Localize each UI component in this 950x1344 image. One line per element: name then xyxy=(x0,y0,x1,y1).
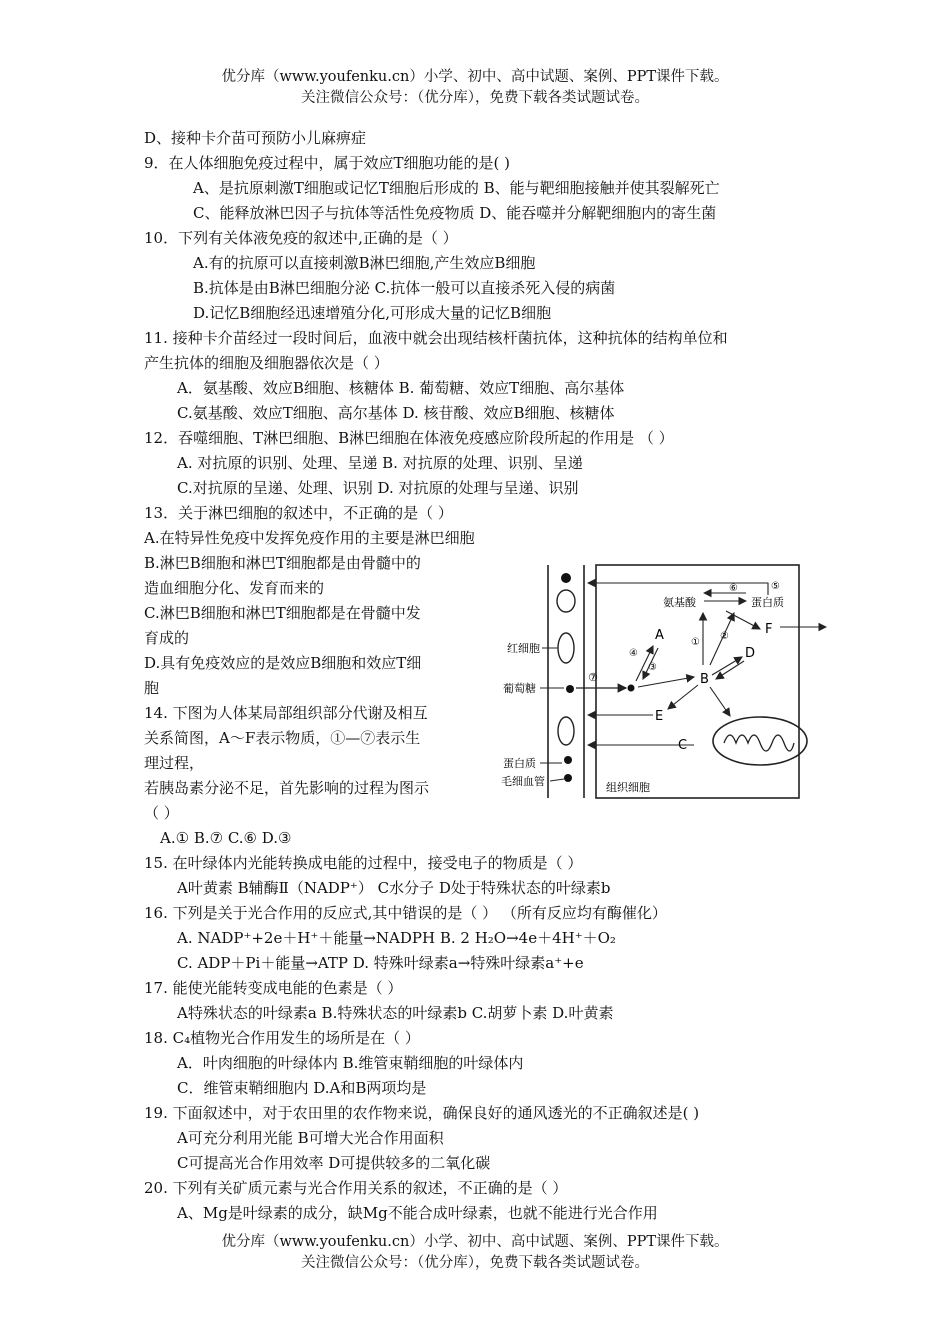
q13-option-a: A.在特异性免疫中发挥免疫作用的主要是淋巴细胞 xyxy=(144,529,475,547)
red-blood-cell xyxy=(558,717,574,745)
arrow-glucose-to-b xyxy=(638,677,694,687)
arrow-to-mitochondrion xyxy=(710,687,730,716)
node-c: C xyxy=(678,738,688,753)
q10-options-bc: B.抗体是由B淋巴细胞分泌 C.抗体一般可以直接杀死入侵的病菌 xyxy=(193,279,616,297)
q17-options: A特殊状态的叶绿素a B.特殊状态的叶绿素b C.胡萝卜素 D.叶黄素 xyxy=(177,1004,614,1022)
label-capillary: 毛细血管 xyxy=(501,775,545,788)
q10-option-d: D.记忆B细胞经迅速增殖分化,可形成大量的记忆B细胞 xyxy=(193,304,552,322)
label-4: ④ xyxy=(629,648,638,659)
footer-line-1: 优分库（www.youfenku.cn）小学、初中、高中试题、案例、PPT课件下载。 xyxy=(221,1234,729,1250)
red-blood-cell xyxy=(558,633,574,663)
mitochondrion xyxy=(713,717,807,765)
label-6: ⑥ xyxy=(729,583,738,594)
q11-options-ab: A．氨基酸、效应B细胞、核糖体 B. 葡萄糖、效应T细胞、高尔基体 xyxy=(177,379,625,397)
q14-stem-4: 若胰岛素分泌不足，首先影响的过程为图示 xyxy=(144,779,430,797)
label-3: ③ xyxy=(648,662,657,673)
q12-options-ab: A. 对抗原的识别、处理、呈递 B. 对抗原的处理、识别、呈递 xyxy=(177,454,583,472)
label-red-cell: 红细胞 xyxy=(507,642,540,655)
q13-option-c-2: 育成的 xyxy=(144,629,190,647)
q14-stem-5: （ ） xyxy=(144,804,179,822)
q10-option-a: A.有的抗原可以直接刺激B淋巴细胞,产生效应B细胞 xyxy=(193,254,536,272)
q17-stem: 17. 能使光能转变成电能的色素是（ ） xyxy=(144,979,403,997)
q14-stem-2: 关系简图，A～F表示物质，①—⑦表示生 xyxy=(144,729,421,747)
header-line-2: 关注微信公众号：（优分库），免费下载各类试题试卷。 xyxy=(301,90,649,106)
q14-options: A.① B.⑦ C.⑥ D.③ xyxy=(160,829,292,847)
q11-options-cd: C.氨基酸、效应T细胞、高尔基体 D. 核苷酸、效应B细胞、核糖体 xyxy=(177,404,615,422)
q13-option-b-1: B.淋巴B细胞和淋巴T细胞都是由骨髓中的 xyxy=(144,554,421,572)
label-5: ⑤ xyxy=(771,581,780,592)
node-a: A xyxy=(655,628,664,643)
q15-options: A叶黄素 B辅酶Ⅱ（NADP⁺） C水分子 D处于特殊状态的叶绿素b xyxy=(177,879,611,897)
label-protein-right: 蛋白质 xyxy=(751,596,784,609)
mitochondrion-cristae xyxy=(724,735,794,751)
metabolism-diagram xyxy=(498,553,833,803)
q13-option-b-2: 造血细胞分化、发育而来的 xyxy=(144,579,325,597)
blood-dot xyxy=(561,573,571,583)
q9-stem: 9．在人体细胞免疫过程中，属于效应T细胞功能的是( ) xyxy=(144,154,511,172)
footer-line-2: 关注微信公众号：（优分库），免费下载各类试题试卷。 xyxy=(301,1255,649,1271)
label-tissue-cell: 组织细胞 xyxy=(606,781,650,794)
node-f: F xyxy=(765,622,773,637)
header-line-1: 优分库（www.youfenku.cn）小学、初中、高中试题、案例、PPT课件下载。 xyxy=(221,69,729,85)
q12-stem: 12．吞噬细胞、T淋巴细胞、B淋巴细胞在体液免疫感应阶段所起的作用是 （ ） xyxy=(144,429,674,447)
q11-stem-2: 产生抗体的细胞及细胞器依次是（ ） xyxy=(144,354,389,372)
q18-stem: 18. C₄植物光合作用发生的场所是在（ ） xyxy=(144,1029,420,1047)
q18-options-ab: A．叶肉细胞的叶绿体内 B.维管束鞘细胞的叶绿体内 xyxy=(177,1054,524,1072)
q18-options-cd: C．维管束鞘细胞内 D.A和B两项均是 xyxy=(177,1079,427,1097)
label-amino-acid: 氨基酸 xyxy=(663,596,696,609)
q9-options-ab: A、是抗原刺激T细胞或记忆T细胞后形成的 B、能与靶细胞接触并使其裂解死亡 xyxy=(193,179,720,197)
label-2: ② xyxy=(720,631,729,642)
q13-option-d-1: D.具有免疫效应的是效应B细胞和效应T细 xyxy=(144,654,422,672)
node-d: D xyxy=(745,646,756,661)
q13-option-c-1: C.淋巴B细胞和淋巴T细胞都是在骨髓中发 xyxy=(144,604,421,622)
q20-option-a: A、Mg是叶绿素的成分，缺Mg不能合成叶绿素，也就不能进行光合作用 xyxy=(177,1204,658,1222)
q19-options-cd: C可提高光合作用效率 D可提供较多的二氧化碳 xyxy=(177,1154,491,1172)
label-glucose: 葡萄糖 xyxy=(503,682,536,695)
q19-options-ab: A可充分利用光能 B可增大光合作用面积 xyxy=(177,1129,444,1147)
q14-stem-3: 理过程， xyxy=(144,754,205,772)
node-e: E xyxy=(655,709,664,724)
q16-stem: 16. 下列是关于光合作用的反应式,其中错误的是（ ） （所有反应均有酶催化） xyxy=(144,904,667,922)
q13-option-d-2: 胞 xyxy=(144,679,160,697)
glucose-dot xyxy=(628,685,635,692)
q13-stem: 13．关于淋巴细胞的叙述中，不正确的是（ ） xyxy=(144,504,453,522)
red-blood-cell xyxy=(557,590,575,612)
q14-stem-1: 14. 下图为人体某局部组织部分代谢及相互 xyxy=(144,704,428,722)
q8-option-d: D、接种卡介苗可预防小儿麻痹症 xyxy=(144,129,367,147)
q11-stem-1: 11. 接种卡介苗经过一段时间后，血液中就会出现结核杆菌抗体，这种抗体的结构单位和 xyxy=(144,329,728,347)
q9-options-cd: C、能释放淋巴因子与抗体等活性免疫物质 D、能吞噬并分解靶细胞内的寄生菌 xyxy=(193,204,717,222)
q12-options-cd: C.对抗原的呈递、处理、识别 D. 对抗原的处理与呈递、识别 xyxy=(177,479,579,497)
pointer-line xyxy=(550,779,564,781)
q15-stem: 15. 在叶绿体内光能转换成电能的过程中，接受电子的物质是（ ） xyxy=(144,854,583,872)
q19-stem: 19. 下面叙述中，对于农田里的农作物来说，确保良好的通风透光的不正确叙述是( ) xyxy=(144,1104,700,1122)
q16-options-ab: A. NADP⁺+2e＋H⁺＋能量→NADPH B. 2 H₂O→4e＋4H⁺＋O₂ xyxy=(177,929,616,947)
q20-stem: 20. 下列有关矿质元素与光合作用关系的叙述，不正确的是（ ） xyxy=(144,1179,568,1197)
blood-dot xyxy=(564,774,572,782)
node-b: B xyxy=(700,672,709,687)
q16-options-cd: C. ADP＋Pi＋能量→ATP D. 特殊叶绿素a→特殊叶绿素a⁺+e xyxy=(177,954,584,972)
blood-dot xyxy=(566,685,574,693)
label-1: ① xyxy=(691,637,700,648)
arrow-to-e xyxy=(668,685,698,709)
label-7: ⑦ xyxy=(588,671,598,684)
q10-stem: 10．下列有关体液免疫的叙述中,正确的是（ ） xyxy=(144,229,458,247)
label-protein-left: 蛋白质 xyxy=(503,757,536,770)
blood-dot xyxy=(564,756,572,764)
